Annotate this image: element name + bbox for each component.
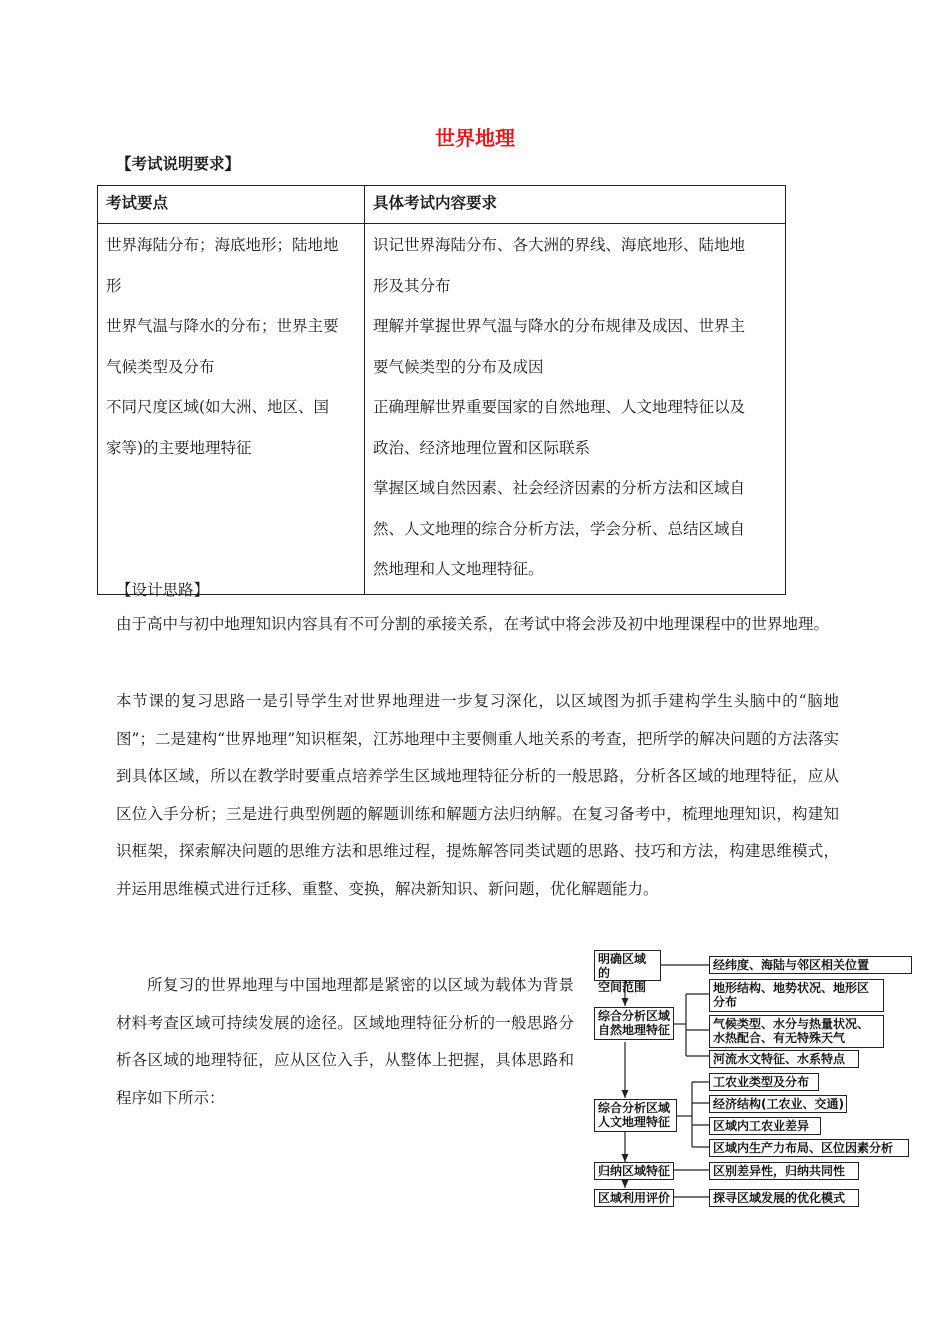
flow-step-label: 明确区域的 空间范围	[598, 952, 647, 994]
flow-item-internal-differences: 区域内工农业差异	[709, 1117, 821, 1135]
paragraph-intro: 由于高中与初中地理知识内容具有不可分割的承接关系，在考试中将会涉及初中地理课程中的世界地理。	[116, 615, 830, 633]
flow-item-differences-commonalities: 区别差异性，归纳共同性	[709, 1162, 859, 1180]
flow-step-label: 综合分析区域 人文地理特征	[598, 1101, 671, 1129]
flow-step-label: 综合分析区域 自然地理特征	[598, 1009, 671, 1037]
flow-step-evaluation	[594, 1189, 674, 1207]
cell-line: 然地理和人文地理特征。	[373, 560, 544, 578]
document-title: 世界地理	[435, 126, 515, 150]
cell-line: 形	[106, 276, 122, 295]
content-requirements-cell	[365, 224, 786, 595]
flow-step-space-range	[594, 950, 661, 994]
cell-line: 理解并掌握世界气温与降水的分布规律及成因、世界主	[373, 317, 746, 335]
flow-step-label: 归纳区域特征	[598, 1164, 671, 1178]
header-key-points: 考试要点	[98, 186, 365, 224]
analysis-flowchart	[590, 948, 915, 1216]
cell-line: 识记世界海陆分布、各大洲的界线、海底地形、陆地地	[373, 236, 746, 254]
exam-requirements-heading: 【考试说明要求】	[116, 155, 241, 173]
flow-item-industry-types: 工农业类型及分布	[709, 1073, 819, 1091]
key-points-cell	[98, 224, 365, 595]
flow-item-productivity-layout: 区域内生产力布局、区位因素分析	[709, 1139, 909, 1157]
table-row	[98, 224, 786, 595]
flow-step-natural-features	[594, 1007, 674, 1040]
flow-item-climate: 气候类型、水分与热量状况、 水热配合、有无特殊天气	[709, 1015, 884, 1048]
cell-line: 掌握区域自然因素、社会经济因素的分析方法和区域自	[373, 479, 746, 497]
paragraph-review-approach: 本节课的复习思路一是引导学生对世界地理进一步复习深化，以区域图为抓手建构学生头脑中的“脑地图”；二是建构“世界地理”知识框架，江苏地理中主要侧重人地关系的考查，把所学的解决问题的方法落实到具体区域，所以在教学时要重点培养学生区域地理特征分析的一般思路，分析各区域的地理特征，应从区位入手分析；三是进行典型例题的解题训练和解题方法归纳解。在复习备考中，梳理地理知识，构建知识框架，探索解决问题的思维方法和思维过程，提炼解答同类试题的思路、技巧和方法，构建思维模式，并运用思维模式进行迁移、重整、变换，解决新知识、新问题，优化解题能力。	[116, 692, 839, 898]
flow-step-label: 区域利用评价	[598, 1191, 671, 1205]
flow-item-terrain: 地形结构、地势状况、地形区 分布	[709, 979, 884, 1012]
flow-item-economic-structure: 经济结构(工农业、交通)	[709, 1095, 847, 1113]
cell-line: 气候类型及分布	[106, 357, 215, 376]
cell-line: 世界气温与降水的分布；世界主要	[106, 317, 339, 335]
cell-line: 要气候类型的分布及成因	[373, 357, 544, 376]
requirements-table	[97, 185, 786, 595]
paragraph-regional-analysis: 所复习的世界地理与中国地理都是紧密的以区域为载体为背景材料考查区域可持续发展的途径。区域地理特征分析的一般思路分析各区域的地理特征，应从区位入手，从整体上把握，具体思路和程序如下所示：	[116, 976, 574, 1107]
design-thinking-heading: 【设计思路】	[116, 581, 210, 599]
table-header-row	[98, 186, 786, 224]
flow-item-location: 经纬度、海陆与邻区相关位置	[709, 956, 912, 974]
header-content-requirements: 具体考试内容要求	[365, 186, 786, 224]
cell-line: 家等)的主要地理特征	[106, 438, 252, 457]
cell-line: 正确理解世界重要国家的自然地理、人文地理特征以及	[373, 398, 746, 416]
flow-step-human-features	[594, 1099, 677, 1132]
cell-line: 形及其分布	[373, 276, 451, 295]
cell-line: 政治、经济地理位置和区际联系	[373, 438, 591, 457]
cell-line: 不同尺度区域(如大洲、地区、国	[106, 398, 330, 416]
cell-line: 世界海陆分布；海底地形；陆地地	[106, 236, 339, 254]
flow-item-hydrology: 河流水文特征、水系特点	[709, 1050, 859, 1068]
flow-step-summarize	[594, 1162, 674, 1180]
cell-line: 然、人文地理的综合分析方法，学会分析、总结区域自	[373, 519, 746, 538]
flow-item-optimization-mode: 探寻区域发展的优化模式	[709, 1189, 859, 1207]
